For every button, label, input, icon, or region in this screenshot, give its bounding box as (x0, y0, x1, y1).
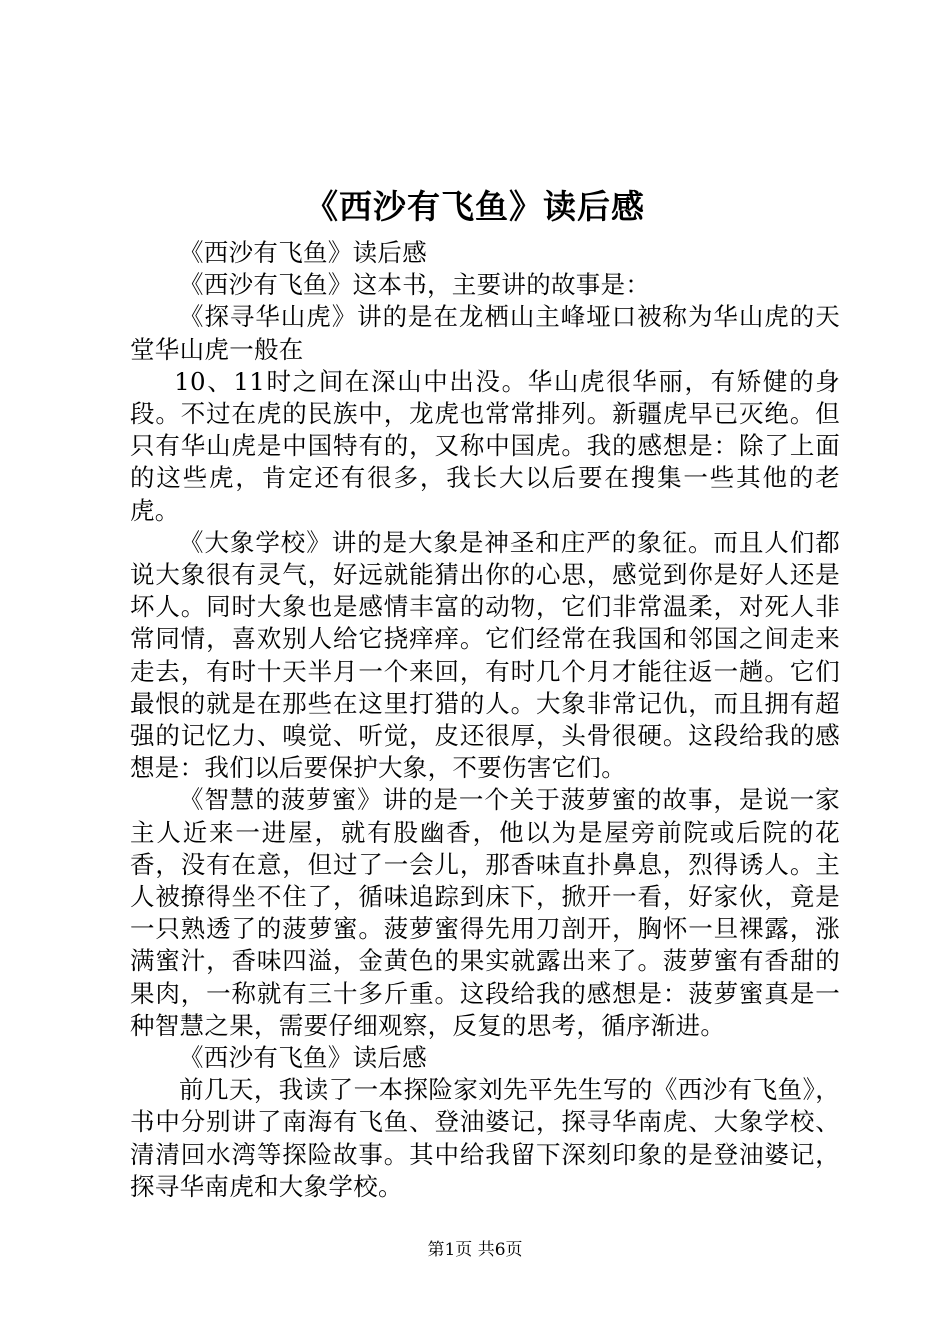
paragraph: 前几天，我读了一本探险家刘先平先生写的《西沙有飞鱼》，书中分别讲了南海有飞鱼、登油婆记，探寻华南虎、大象学校、清清回水湾等探险故事。其中给我留下深刻印象的是登油婆记，探寻华南虎和大象学校。 (130, 1075, 840, 1201)
paragraph: 《大象学校》讲的是大象是神圣和庄严的象征。而且人们都说大象很有灵气，好远就能猜出你的心思，感觉到你是好人还是坏人。同时大象也是感情丰富的动物，它们非常温柔，对死人非常同情，喜欢别人给它挠痒痒。它们经常在我国和邻国之间走来走去，有时十天半月一个来回，有时几个月才能往返一趟。它们最恨的就是在那些在这里打猎的人。大象非常记仇，而且拥有超强的记忆力、嗅觉、听觉，皮还很厚，头骨很硬。这段给我的感想是：我们以后要保护大象，不要伤害它们。 (130, 527, 840, 783)
paragraph: 《智慧的菠萝蜜》讲的是一个关于菠萝蜜的故事，是说一家主人近来一进屋，就有股幽香，他以为是屋旁前院或后院的花香，没有在意，但过了一会儿，那香味直扑鼻息，烈得诱人。主人被撩得坐不住了，循味追踪到床下，掀开一看，好家伙，竟是一只熟透了的菠萝蜜。菠萝蜜得先用刀剖开，胸怀一旦裸露，涨满蜜汁，香味四溢，金黄色的果实就露出来了。菠萝蜜有香甜的果肉，一称就有三十多斤重。这段给我的感想是：菠萝蜜真是一种智慧之果，需要仔细观察，反复的思考，循序渐进。 (130, 785, 840, 1040)
paragraph: 10、11时之间在深山中出没。华山虎很华丽，有矫健的身段。不过在虎的民族中，龙虎也常常排列。新疆虎早已灭绝。但只有华山虎是中国特有的，又称中国虎。我的感想是：除了上面的这些虎，肯定还有很多，我长大以后要在搜集一些其他的老虎。 (130, 366, 840, 525)
document-title: 《西沙有飞鱼》读后感 (305, 187, 645, 226)
paragraph: 《西沙有飞鱼》读后感 (179, 1043, 427, 1073)
page-footer: 第1页 共6页 (427, 1240, 523, 1260)
document-body (130, 237, 840, 1203)
paragraph: 《西沙有飞鱼》这本书，主要讲的故事是： (179, 270, 651, 300)
paragraph: 《探寻华山虎》讲的是在龙栖山主峰垭口被称为华山虎的天堂华山虎一般在 (130, 302, 840, 364)
paragraph: 《西沙有飞鱼》读后感 (179, 238, 427, 267)
